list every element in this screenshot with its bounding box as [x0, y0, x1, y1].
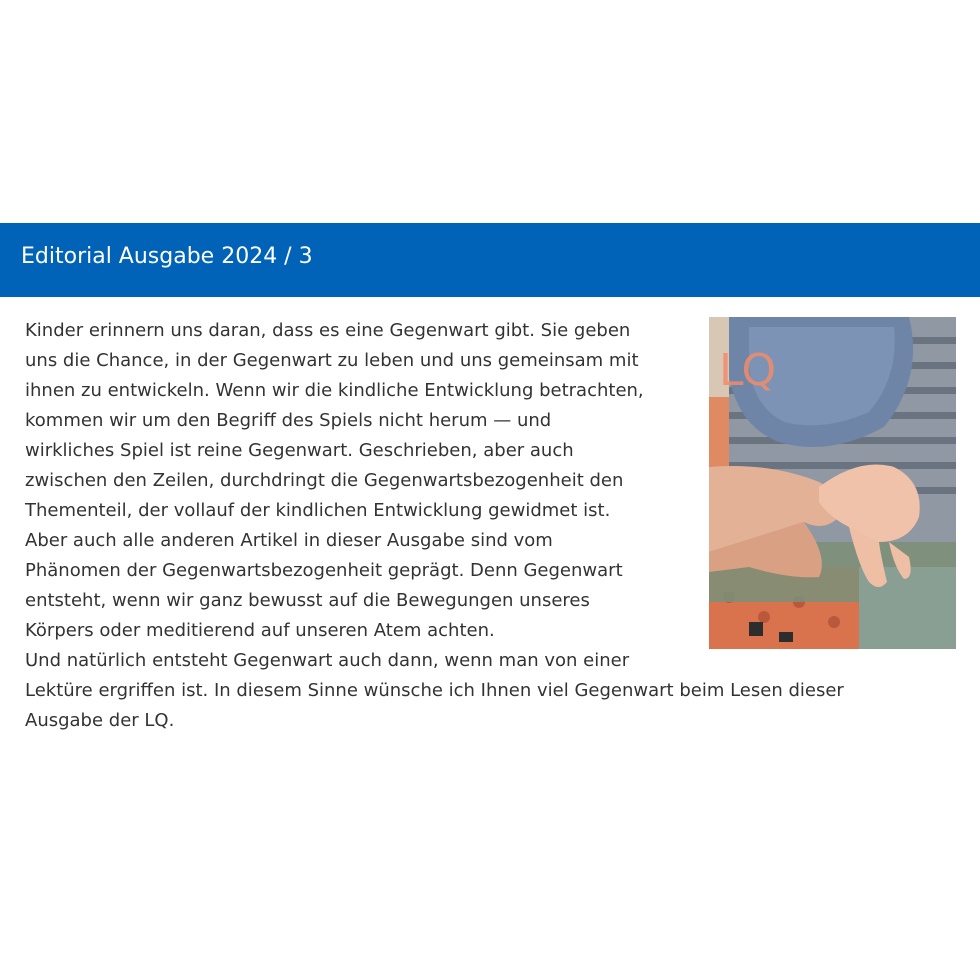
- body-line: Körpers oder meditierend auf unseren Atem achten.: [25, 620, 495, 641]
- editorial-body: [25, 316, 925, 736]
- body-line: kommen wir um den Begriff des Spiels nicht herum — und: [25, 410, 552, 431]
- body-line: uns die Chance, in der Gegenwart zu leben und uns gemeinsam mit: [25, 350, 639, 371]
- body-line: Aber auch alle anderen Artikel in dieser Ausgabe sind vom: [25, 530, 553, 551]
- body-line: entsteht, wenn wir ganz bewusst auf die Bewegungen unseres: [25, 590, 590, 611]
- body-line: zwischen den Zeilen, durchdringt die Gegenwartsbezogenheit den: [25, 470, 624, 491]
- body-line: Phänomen der Gegenwartsbezogenheit geprägt. Denn Gegenwart: [25, 560, 623, 581]
- body-line: Lektüre ergriffen ist. In diesem Sinne wünsche ich Ihnen viel Gegenwart beim Lesen dieser: [25, 680, 844, 701]
- body-line: Kinder erinnern uns daran, dass es eine Gegenwart gibt. Sie geben: [25, 320, 631, 341]
- body-line: ihnen zu entwickeln. Wenn wir die kindliche Entwicklung betrachten,: [25, 380, 644, 401]
- lq-logo: LQ: [719, 345, 775, 396]
- body-line: Ausgabe der LQ.: [25, 710, 175, 731]
- body-line: Und natürlich entsteht Gegenwart auch dann, wenn man von einer: [25, 650, 630, 671]
- editorial-title: Editorial Ausgabe 2024 / 3: [21, 244, 313, 269]
- body-line: Thementeil, der vollauf der kindlichen Entwicklung gewidmet ist.: [25, 500, 611, 521]
- body-line: wirkliches Spiel ist reine Gegenwart. Geschrieben, aber auch: [25, 440, 574, 461]
